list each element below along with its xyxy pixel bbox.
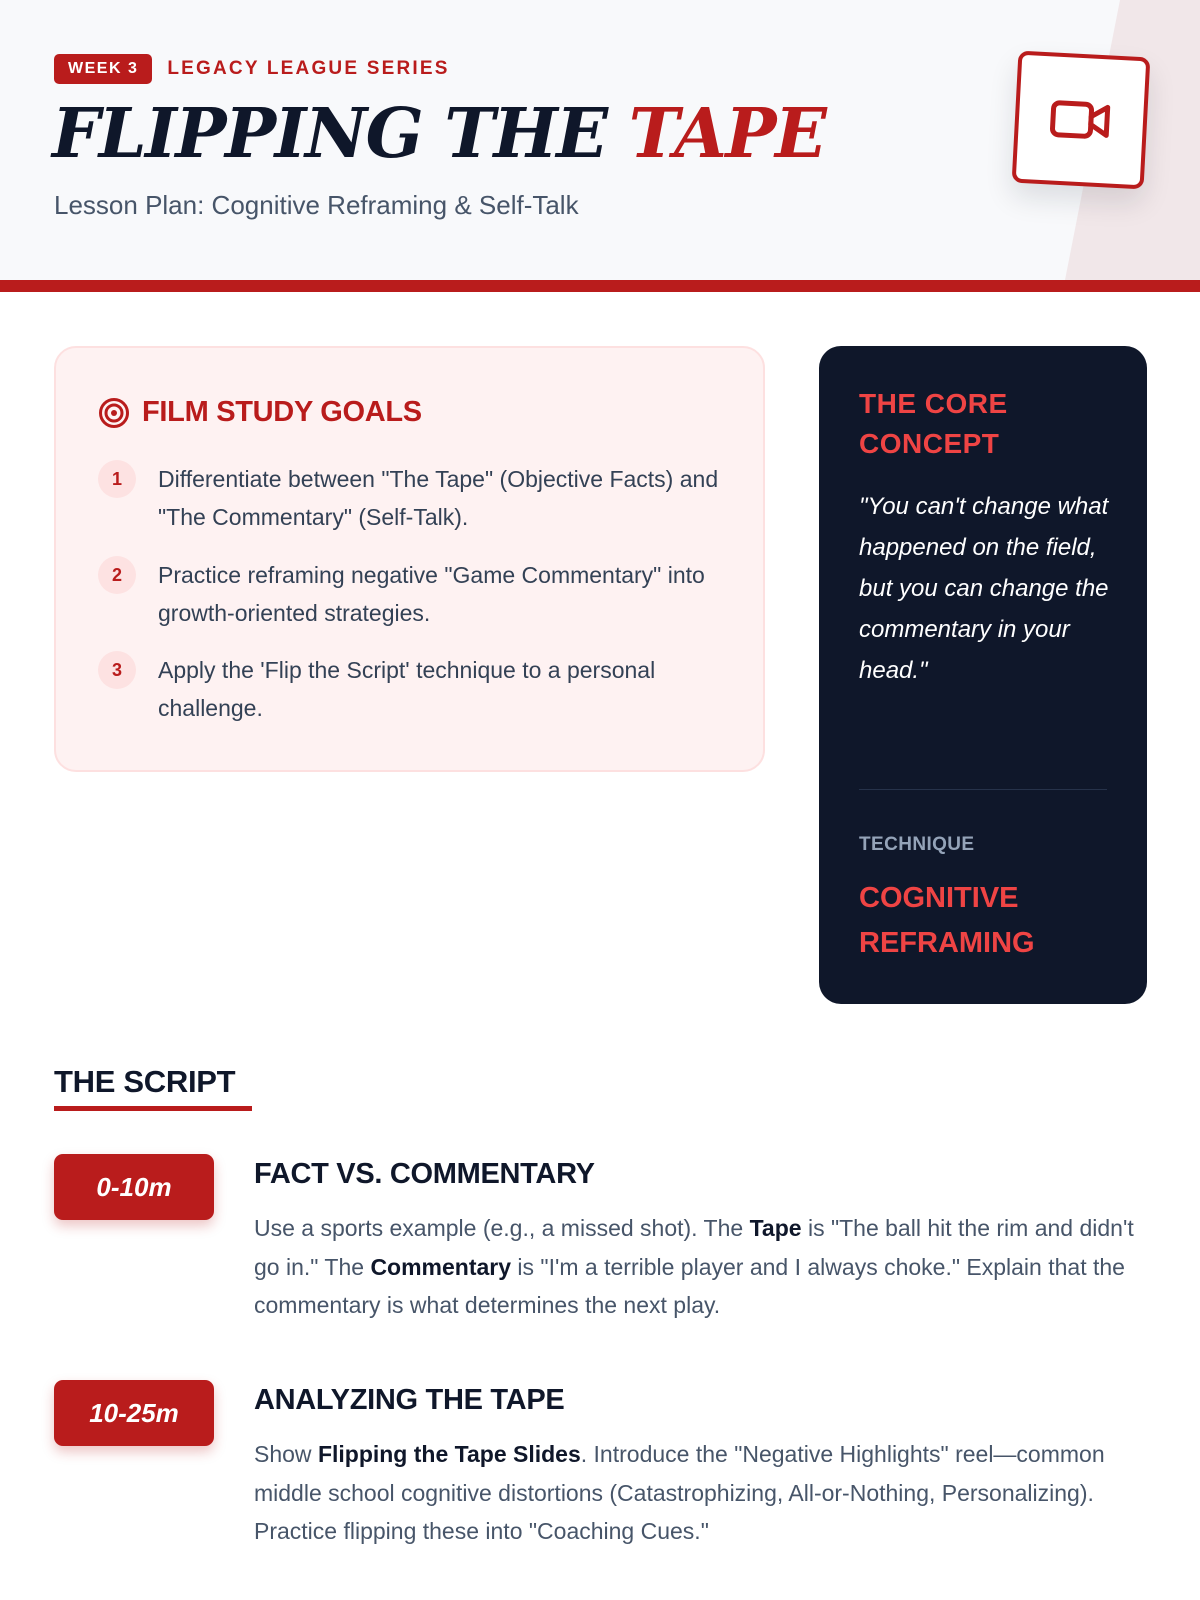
kicker [54, 54, 450, 84]
concept-divider [859, 789, 1107, 790]
week-badge: WEEK 3 [54, 54, 152, 84]
page-subtitle: Lesson Plan: Cognitive Reframing & Self-Talk [54, 190, 579, 220]
header-divider [0, 280, 1200, 292]
script-underline [54, 1106, 252, 1111]
step-title: FACT VS. COMMENTARY [254, 1158, 595, 1190]
goal-text: Practice reframing negative "Game Commentary" into growth-oriented strategies. [158, 562, 705, 626]
goal-item [98, 460, 738, 536]
goal-number: 3 [98, 651, 136, 689]
header-banner [0, 0, 1200, 292]
goals-title: FILM STUDY GOALS [142, 396, 422, 428]
video-camera-icon [1048, 96, 1114, 143]
script-title: THE SCRIPT [54, 1064, 236, 1099]
target-icon [98, 397, 130, 429]
page-title-main: FLIPPING THE [52, 94, 629, 174]
emphasis-text: Tape [749, 1215, 802, 1241]
goal-item [98, 556, 738, 632]
step-body: Show Flipping the Tape Slides. Introduce the "Negative Highlights" reel—common middle school cognitive distortions (Catastrophizing, All-or-Nothing, Personalizing). Practice flipping these into "Coaching Cues." [254, 1441, 1105, 1544]
step-body: Use a sports example (e.g., a missed shot). The Tape is "The ball hit the rim and didn't go in." The Commentary is "I'm a terrible player and I always choke." Explain that the commentary is what determines the next play. [254, 1215, 1134, 1318]
time-pill: 10-25m [54, 1380, 214, 1446]
concept-quote: "You can't change what happened on the field, but you can change the commentary in your head." [859, 493, 1109, 684]
time-pill: 0-10m [54, 1154, 214, 1220]
goals-heading [98, 396, 422, 429]
video-badge [1012, 51, 1151, 190]
page-title-accent: TAPE [628, 94, 826, 174]
core-concept-card [819, 346, 1147, 1004]
step-title: ANALYZING THE TAPE [254, 1384, 565, 1416]
goal-item [98, 651, 738, 727]
goal-number: 1 [98, 460, 136, 498]
goal-text: Differentiate between "The Tape" (Objective Facts) and "The Commentary" (Self-Talk). [158, 466, 719, 530]
concept-title: THE CORE CONCEPT [859, 388, 1008, 459]
emphasis-text: Flipping the Tape Slides [317, 1441, 581, 1467]
series-name: LEGACY LEAGUE SERIES [167, 58, 450, 79]
page-title [52, 92, 825, 176]
goal-text: Apply the 'Flip the Script' technique to a personal challenge. [158, 657, 656, 721]
technique-value: COGNITIVE REFRAMING [859, 882, 1035, 959]
film-study-goals-card [54, 346, 765, 772]
emphasis-text: Commentary [370, 1253, 512, 1280]
goal-number: 2 [98, 556, 136, 594]
technique-label: TECHNIQUE [859, 834, 975, 855]
